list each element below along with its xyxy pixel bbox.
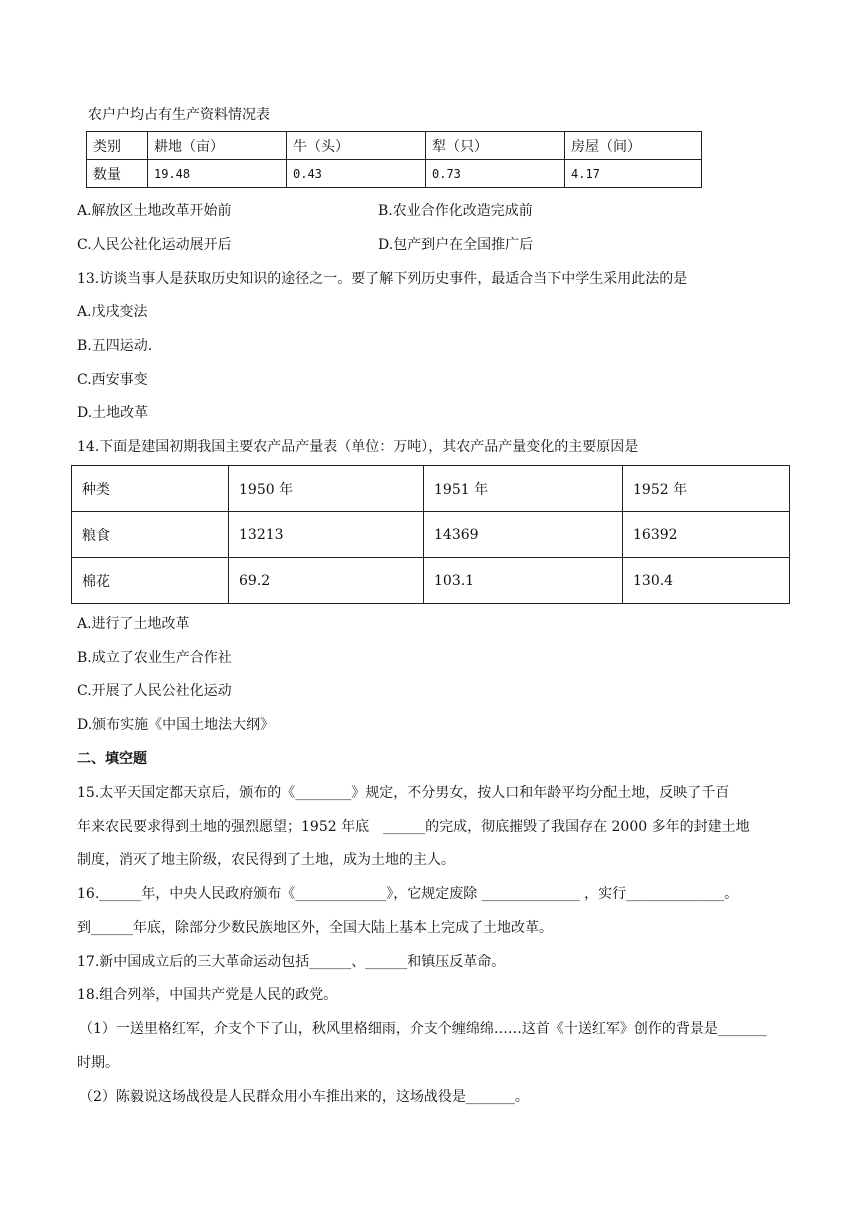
table-cell: 棉花 <box>72 558 229 604</box>
q18-part2: （2）陈毅说这场战役是人民群众用小车推出来的，这场战役是_______。 <box>79 1089 529 1105</box>
q18-stem: 18.组合列举，中国共产党是人民的政党。 <box>77 987 338 1003</box>
q14-stem: 14.下面是建国初期我国主要农产品产量表（单位：万吨），其农产品产量变化的主要原因是 <box>77 439 639 455</box>
q13-option-b: B.五四运动. <box>77 338 153 354</box>
table-cell: 0.73 <box>426 160 565 188</box>
table-cell: 1952 年 <box>623 466 790 512</box>
table-cell: 类别 <box>87 132 148 160</box>
crop-output-table <box>71 465 790 604</box>
table-cell: 牛（头） <box>287 132 426 160</box>
q14-option-a: A.进行了土地改革 <box>77 616 190 632</box>
table-cell: 犁（只） <box>426 132 565 160</box>
table-cell: 1951 年 <box>424 466 623 512</box>
table-row <box>72 466 790 512</box>
table-row <box>72 558 790 604</box>
q13-option-d: D.土地改革 <box>77 405 149 421</box>
table-cell: 粮食 <box>72 512 229 558</box>
q12-option-d: D.包产到户在全国推广后 <box>378 237 534 253</box>
q12-option-b: B.农业合作化改造完成前 <box>378 203 533 219</box>
q16-line: 到______年底，除部分少数民族地区外，全国大陆上基本上完成了土地改革。 <box>77 920 553 936</box>
table-cell: 14369 <box>424 512 623 558</box>
q14-option-c: C.开展了人民公社化运动 <box>77 683 232 699</box>
table-row <box>87 160 702 188</box>
q17-line: 17.新中国成立后的三大革命运动包括______、______和镇压反革命。 <box>77 954 506 970</box>
q15-line: 制度，消灭了地主阶级，农民得到了土地，成为土地的主人。 <box>77 852 455 868</box>
table-cell: 16392 <box>623 512 790 558</box>
table-cell: 1950 年 <box>229 466 424 512</box>
section-heading: 二、填空题 <box>77 751 147 767</box>
table1-title: 农户户均占有生产资料情况表 <box>88 107 270 123</box>
table-row <box>72 512 790 558</box>
table-cell: 0.43 <box>287 160 426 188</box>
q18-part1: 时期。 <box>77 1055 119 1071</box>
q12-option-c: C.人民公社化运动展开后 <box>77 237 232 253</box>
table-cell: 19.48 <box>148 160 287 188</box>
table-cell: 103.1 <box>424 558 623 604</box>
q13-stem: 13.访谈当事人是获取历史知识的途径之一。要了解下列历史事件，最适合当下中学生采用此法的是 <box>77 271 688 287</box>
q14-option-d: D.颁布实施《中国土地法大纲》 <box>77 717 275 733</box>
q13-option-c: C.西安事变 <box>77 372 148 388</box>
q18-part1: （1）一送里格红军，介支个下了山，秋风里格细雨，介支个缠绵绵……这首《十送红军》创作的背景是_______ <box>79 1021 767 1037</box>
q15-line: 年来农民要求得到土地的强烈愿望；1952 年底 ______的完成，彻底摧毁了我国存在 2000 多年的封建土地 <box>77 819 750 835</box>
table-cell: 种类 <box>72 466 229 512</box>
table-cell: 耕地（亩） <box>148 132 287 160</box>
q16-line: 16.______年，中央人民政府颁布《_____________》，它规定废除 ______________ ，实行______________。 <box>77 886 739 902</box>
q14-option-b: B.成立了农业生产合作社 <box>77 650 232 666</box>
q15-line: 15.太平天国定都天京后，颁布的《________》规定，不分男女，按人口和年龄平均分配土地，反映了千百 <box>77 785 730 801</box>
table-cell: 4.17 <box>565 160 702 188</box>
table-cell: 69.2 <box>229 558 424 604</box>
table-cell: 房屋（间） <box>565 132 702 160</box>
table-cell: 130.4 <box>623 558 790 604</box>
q13-option-a: A.戊戌变法 <box>77 304 148 320</box>
table-row <box>87 132 702 160</box>
farm-assets-table <box>86 131 702 188</box>
table-cell: 13213 <box>229 512 424 558</box>
q12-option-a: A.解放区土地改革开始前 <box>77 203 232 219</box>
table-cell: 数量 <box>87 160 148 188</box>
